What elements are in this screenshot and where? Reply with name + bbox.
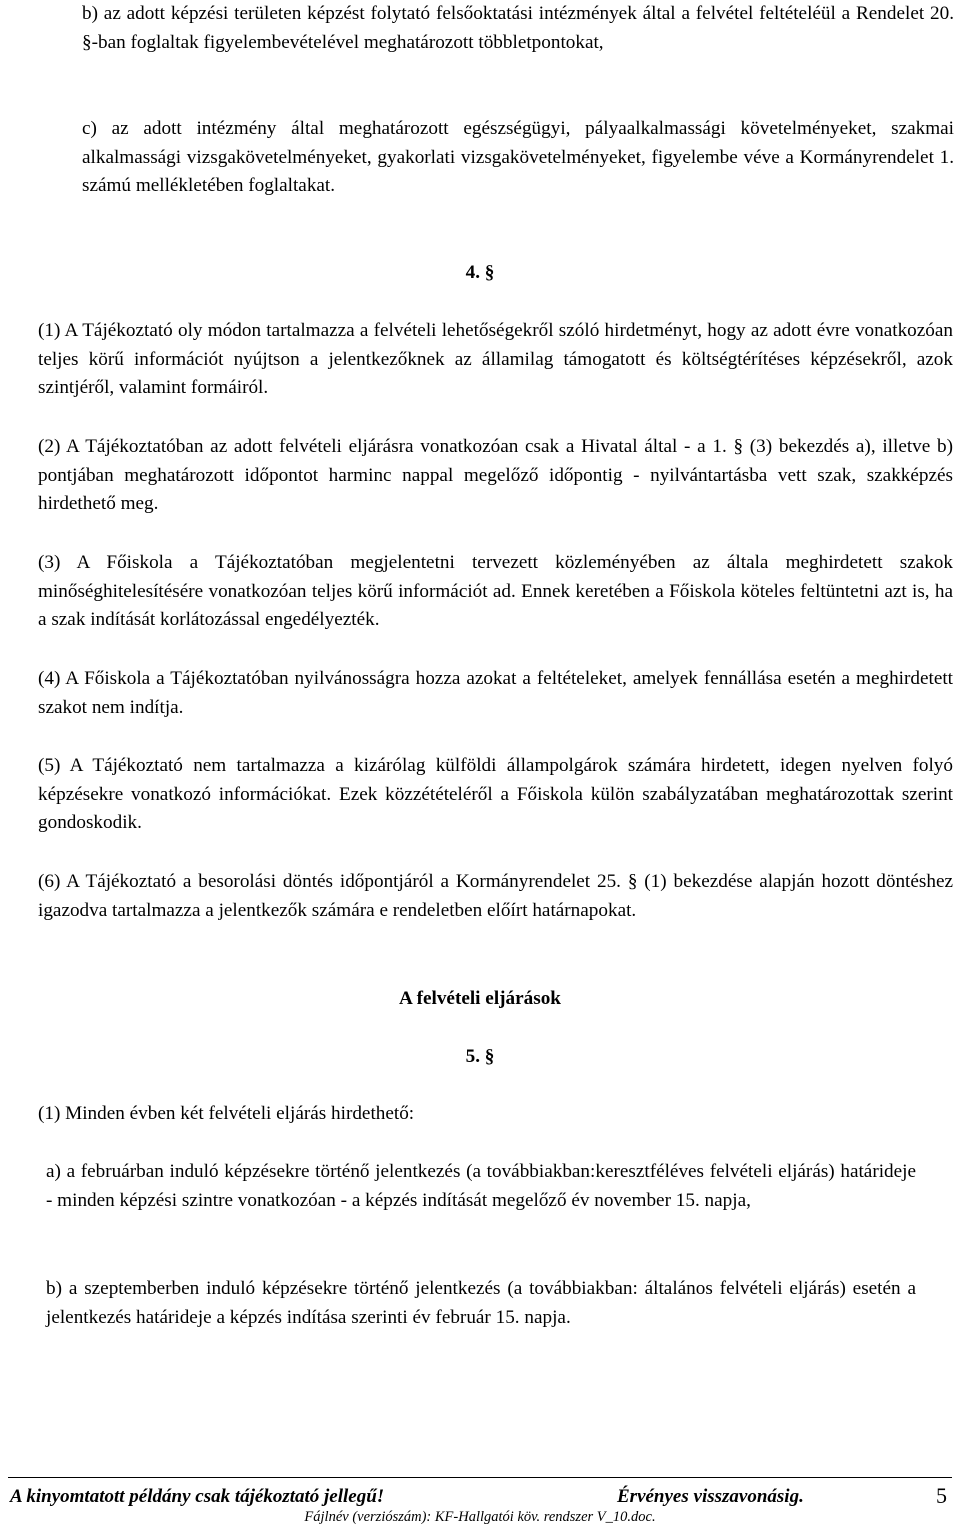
section-4-paragraph-2: (2) A Tájékoztatóban az adott felvételi eljárásra vonatkozóan csak a Hivatal által - a 1. § (3) bekezdés a), illetve b) pontjában meghatározott időpontot harminc nappal megelőző időpontig - nyilvántartásba vett szak, szakképzés hirdethető meg. (38, 436, 953, 515)
section-5-heading: 5. § (465, 1046, 495, 1067)
section-5-item-a: a) a februárban induló képzésekre történő jelentkezés (a továbbiakban:keresztféléves felvételi eljárás) határideje - minden képzési szintre vonatkozóan - a képzés indítását megelőző év november 15. napja, (46, 1161, 916, 1211)
footer-divider (8, 1477, 952, 1478)
section-4-paragraph-6: (6) A Tájékoztató a besorolási döntés időpontjáról a Kormányrendelet 25. § (1) bekezdése alapján hozott döntéshez igazodva tartalmazza a jelentkezők számára e rendeletben előírt határnapokat. (38, 871, 953, 921)
section-5-item-b: b) a szeptemberben induló képzésekre történő jelentkezés (a továbbiakban: általános felvételi eljárás) esetén a jelentkezés határideje a képzés indítása szerinti év február 15. napja. (46, 1278, 916, 1328)
section-title: A felvételi eljárások (399, 988, 561, 1009)
section-4-paragraph-1: (1) A Tájékoztató oly módon tartalmazza a felvételi lehetőségekről szóló hirdetményt, hogy az adott évre vonatkozóan teljes körű információt nyújtson a jelentkezőknek az államilag támogatott és költségtérítéses képzésekről, azok szintjéről, valamint formáiról. (38, 320, 953, 399)
page-number: 5 (936, 1483, 947, 1508)
footer-validity: Érvényes visszavonásig. (617, 1486, 804, 1507)
section-5-paragraph-1: (1) Minden évben két felvételi eljárás hirdethető: (38, 1103, 415, 1124)
section-4-paragraph-4: (4) A Főiskola a Tájékoztatóban nyilvánosságra hozza azokat a feltételeket, amelyek fennállása esetén a meghirdetett szakot nem indítja. (38, 668, 953, 718)
paragraph-top-b: b) az adott képzési területen képzést folytató felsőoktatási intézmények által a felvétel feltételéül a Rendelet 20. §-ban foglaltak figyelembevételével meghatározott többletpontokat, (82, 3, 954, 53)
section-4-paragraph-5: (5) A Tájékoztató nem tartalmazza a kizárólag külföldi állampolgárok számára hirdetett, idegen nyelven folyó képzésekre vonatkozó információkat. Ezek közzétételéről a Főiskola külön szabályzatában meghatározottak szerint gondoskodik. (38, 755, 953, 834)
section-4-paragraph-3: (3) A Főiskola a Tájékoztatóban megjelentetni tervezett közleményében az általa meghirdetett szakok minőséghitelesítésére vonatkozóan teljes körű információt ad. Ennek keretében a Főiskola köteles feltüntetni azt is, ha a szak indítását korlátozással engedélyezték. (38, 552, 953, 631)
section-4-heading: 4. § (465, 262, 495, 283)
footer-filename: Fájlnév (verziószám): KF-Hallgatói köv. rendszer V_10.doc. (304, 1509, 656, 1525)
paragraph-top-c: c) az adott intézmény által meghatározott egészségügyi, pályaalkalmassági követelményeket, szakmai alkalmassági vizsgakövetelményeket, gyakorlati vizsgakövetelményeket, figyelembe véve a Kormányrendelet 1. számú mellékletében foglaltakat. (82, 118, 954, 197)
footer-disclaimer: A kinyomtatott példány csak tájékoztató jellegű! (10, 1486, 385, 1507)
